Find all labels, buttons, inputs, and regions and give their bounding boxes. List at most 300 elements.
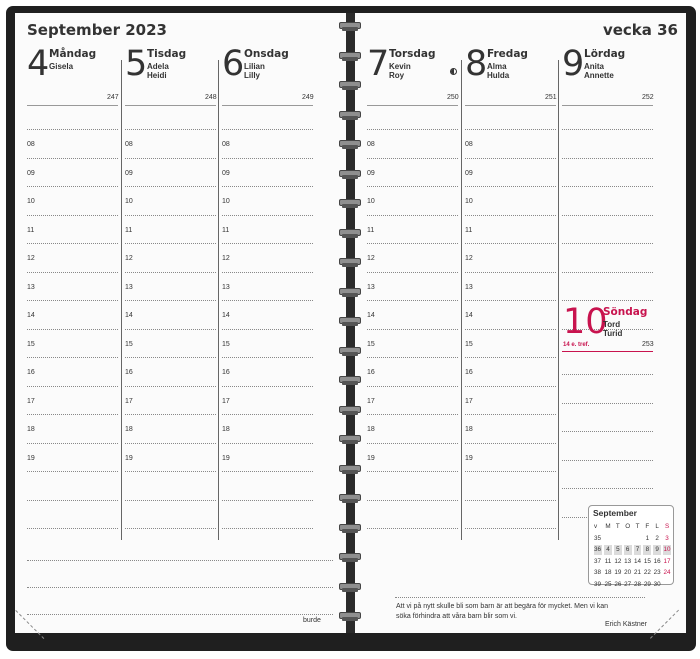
ring-bottom (342, 175, 358, 179)
sunday-line[interactable] (562, 403, 653, 404)
mini-calendar-week-number: 37 (594, 557, 602, 565)
hour-label: 15 (27, 340, 35, 348)
ring-bottom (342, 352, 358, 356)
ring-bottom (342, 116, 358, 120)
hour-label: 10 (222, 198, 230, 205)
spiral-ring (339, 22, 361, 31)
mini-calendar-day: 6 (624, 545, 632, 555)
day-header-rule (222, 105, 313, 106)
hour-label: 08 (367, 141, 375, 148)
hour-line[interactable] (465, 158, 556, 159)
hour-line[interactable] (222, 129, 313, 130)
hour-label: 09 (27, 169, 35, 177)
name-day-names: Gisela (49, 62, 74, 71)
ring-bottom (342, 293, 358, 297)
mini-calendar-day: 9 (653, 545, 661, 555)
hour-line[interactable] (125, 357, 216, 358)
mini-calendar-week-row (594, 534, 671, 544)
day-of-year: 251 (545, 94, 557, 101)
sunday-number: 10 (563, 302, 608, 342)
mini-calendar-week-row (594, 545, 671, 555)
hour-line[interactable] (465, 186, 556, 187)
day-name: Måndag (49, 48, 97, 60)
mini-calendar-day: 20 (624, 569, 632, 577)
hour-label: 15 (125, 340, 133, 348)
mini-calendar-title: September (593, 508, 637, 518)
hour-line[interactable] (222, 272, 313, 273)
day-header-rule (465, 105, 556, 106)
name-day-names: Lilian Lilly (244, 62, 265, 80)
day-of-year: 250 (447, 94, 459, 101)
hour-label: 12 (222, 255, 230, 262)
ring-bottom (342, 617, 358, 621)
hour-line[interactable] (465, 386, 556, 387)
hour-line[interactable] (465, 414, 556, 415)
mini-calendar-day: 23 (653, 569, 661, 577)
hour-line[interactable] (222, 471, 313, 472)
hour-label: 14 (465, 312, 473, 319)
hour-label: 14 (222, 312, 230, 319)
hour-line[interactable] (125, 528, 216, 529)
ring-bottom (342, 588, 358, 592)
hour-line[interactable] (27, 186, 118, 187)
hour-line[interactable] (465, 243, 556, 244)
hour-label: 13 (222, 283, 230, 291)
mini-calendar-day: 22 (643, 569, 651, 577)
hour-line[interactable] (222, 500, 313, 501)
hour-line[interactable] (367, 215, 458, 216)
mini-calendar-day: 25 (604, 580, 612, 588)
hour-label: 19 (222, 454, 230, 462)
ring-bottom (342, 440, 358, 444)
mini-calendar-day: 10 (663, 546, 671, 554)
day-header-måndag (27, 46, 123, 126)
brand-logo: burde (303, 617, 321, 624)
hour-label: 15 (465, 340, 473, 348)
day-name: Lördag (584, 48, 626, 60)
hour-line[interactable] (367, 158, 458, 159)
day-header-fredag (465, 46, 561, 126)
mini-calendar-week-number: v (594, 523, 598, 531)
hour-line[interactable] (562, 158, 653, 159)
hour-label: 08 (125, 141, 133, 148)
hour-line[interactable] (125, 500, 216, 501)
ring-bottom (342, 145, 358, 149)
hour-label: 17 (465, 397, 473, 405)
day-name: Fredag (487, 48, 528, 60)
hour-line[interactable] (367, 500, 458, 501)
hour-label: 13 (125, 283, 133, 291)
hour-label: 17 (367, 397, 375, 405)
month-title: September 2023 (27, 21, 167, 39)
hour-line[interactable] (465, 443, 556, 444)
hour-line[interactable] (562, 215, 653, 216)
day-name: Onsdag (244, 48, 289, 60)
hour-label: 11 (27, 226, 35, 234)
hour-line[interactable] (562, 272, 653, 273)
quote-author: Erich Kästner (605, 621, 648, 628)
hour-line[interactable] (465, 129, 556, 130)
hour-line[interactable] (125, 443, 216, 444)
hour-line[interactable] (27, 129, 118, 130)
day-header-rule (367, 105, 458, 106)
ring-bottom (342, 499, 358, 503)
spiral-ring (339, 140, 361, 149)
hour-label: 13 (27, 283, 35, 291)
hour-label: 12 (465, 255, 473, 262)
mini-calendar-day: 26 (614, 580, 622, 588)
mini-calendar-week-number: 38 (594, 569, 602, 577)
hour-label: 19 (27, 454, 35, 462)
mini-calendar-day: 11 (604, 557, 612, 565)
mini-calendar-day: 13 (624, 557, 632, 565)
day-number: 5 (125, 44, 148, 84)
day-header-torsdag (367, 46, 463, 126)
hour-line[interactable] (222, 300, 313, 301)
hour-line[interactable] (125, 300, 216, 301)
hour-line[interactable] (367, 300, 458, 301)
hour-line[interactable] (27, 471, 118, 472)
hour-line[interactable] (367, 386, 458, 387)
mini-calendar-day: 12 (614, 557, 622, 565)
ring-bottom (342, 263, 358, 267)
mini-calendar-header (594, 522, 671, 532)
mini-calendar (588, 505, 674, 588)
hour-line[interactable] (367, 471, 458, 472)
hour-line[interactable] (367, 243, 458, 244)
mini-calendar-day: 21 (634, 569, 642, 577)
hour-line[interactable] (27, 500, 118, 501)
hour-line[interactable] (367, 329, 458, 330)
mini-calendar-day: M (605, 523, 611, 531)
hour-label: 17 (125, 397, 133, 405)
mini-calendar-day (663, 580, 671, 590)
hour-line[interactable] (27, 158, 118, 159)
hour-line[interactable] (562, 300, 653, 301)
sunday-line[interactable] (562, 374, 653, 375)
spiral-ring (339, 376, 361, 385)
mini-calendar-day: 17 (663, 557, 671, 565)
spiral-ring (339, 258, 361, 267)
left-page (15, 13, 346, 633)
spiral-ring (339, 406, 361, 415)
hour-line[interactable] (222, 386, 313, 387)
hour-line[interactable] (222, 414, 313, 415)
hour-line[interactable] (27, 243, 118, 244)
notes-line[interactable] (27, 614, 333, 615)
hour-line[interactable] (222, 186, 313, 187)
hour-line[interactable] (222, 243, 313, 244)
ring-bottom (342, 529, 358, 533)
hour-label: 19 (465, 454, 473, 462)
mini-calendar-day: 24 (663, 569, 671, 577)
spiral-ring (339, 111, 361, 120)
mini-calendar-week-row (594, 580, 671, 590)
hour-line[interactable] (222, 357, 313, 358)
hour-label: 18 (222, 426, 230, 433)
hour-label: 16 (222, 369, 230, 376)
mini-calendar-day (614, 534, 622, 544)
column-separator (121, 60, 122, 540)
name-day-names: Alma Hulda (487, 62, 510, 80)
hour-line[interactable] (465, 329, 556, 330)
day-header-rule (562, 105, 653, 106)
day-of-year: 249 (302, 94, 314, 101)
mini-calendar-day: 30 (653, 580, 661, 588)
ring-bottom (342, 470, 358, 474)
day-header-rule (27, 105, 118, 106)
hour-line[interactable] (222, 329, 313, 330)
hour-line[interactable] (367, 272, 458, 273)
day-number: 4 (27, 44, 50, 84)
spiral-ring (339, 288, 361, 297)
hour-line[interactable] (27, 272, 118, 273)
hour-label: 08 (465, 141, 473, 148)
column-separator (461, 60, 462, 540)
hour-line[interactable] (465, 471, 556, 472)
mini-calendar-day: 28 (634, 580, 642, 588)
mini-calendar-day (624, 534, 632, 544)
mini-calendar-day: 7 (634, 545, 642, 555)
hour-line[interactable] (367, 414, 458, 415)
ring-bottom (342, 234, 358, 238)
name-day-names: Anita Annette (584, 62, 614, 80)
hour-label: 17 (27, 397, 35, 405)
hour-line[interactable] (465, 528, 556, 529)
hour-line[interactable] (125, 215, 216, 216)
hour-label: 10 (367, 198, 375, 205)
hour-label: 14 (27, 312, 35, 319)
column-separator (558, 60, 559, 540)
ring-bottom (342, 27, 358, 31)
hour-label: 15 (222, 340, 230, 348)
mini-calendar-day: 27 (624, 580, 632, 588)
hour-label: 10 (27, 198, 35, 205)
hour-label: 13 (367, 283, 375, 291)
mini-calendar-grid (592, 520, 673, 591)
ring-bottom (342, 381, 358, 385)
sunday-line[interactable] (562, 431, 653, 432)
day-header-rule (125, 105, 216, 106)
sunday-day-of-year: 253 (642, 341, 654, 348)
notes-line[interactable] (27, 560, 333, 561)
mini-calendar-day: 2 (655, 534, 659, 542)
hour-label: 18 (27, 426, 35, 433)
day-header-tisdag (125, 46, 221, 126)
hour-line[interactable] (125, 186, 216, 187)
hour-line[interactable] (27, 443, 118, 444)
hour-label: 13 (465, 283, 473, 291)
ring-bottom (342, 57, 358, 61)
day-of-year: 247 (107, 94, 119, 101)
spiral-ring (339, 229, 361, 238)
spiral-ring (339, 435, 361, 444)
mini-calendar-day: 4 (604, 545, 612, 555)
mini-calendar-day: 15 (643, 557, 651, 565)
spiral-ring (339, 199, 361, 208)
hour-line[interactable] (125, 414, 216, 415)
day-name: Torsdag (389, 48, 436, 60)
half-moon-icon (450, 68, 457, 75)
spiral-ring (339, 612, 361, 621)
ring-bottom (342, 411, 358, 415)
day-header-onsdag (222, 46, 318, 126)
day-of-year: 252 (642, 94, 654, 101)
hour-line[interactable] (27, 528, 118, 529)
mini-calendar-day: T (615, 523, 620, 531)
mini-calendar-week-number: 35 (594, 534, 602, 542)
mini-calendar-day (634, 534, 642, 544)
mini-calendar-day: 29 (643, 580, 651, 588)
day-number: 9 (562, 44, 585, 84)
hour-line[interactable] (27, 329, 118, 330)
spiral-ring (339, 465, 361, 474)
hour-label: 09 (367, 169, 375, 177)
day-number: 7 (367, 44, 390, 84)
hour-line[interactable] (222, 528, 313, 529)
hour-line[interactable] (125, 243, 216, 244)
hour-line[interactable] (367, 186, 458, 187)
hour-label: 12 (367, 255, 375, 262)
day-name: Tisdag (147, 48, 187, 60)
mini-calendar-day: 8 (643, 545, 651, 555)
sunday-line[interactable] (562, 460, 653, 461)
ring-bottom (342, 86, 358, 90)
hour-line[interactable] (27, 215, 118, 216)
hour-line[interactable] (125, 386, 216, 387)
spiral-ring (339, 52, 361, 61)
hour-line[interactable] (222, 215, 313, 216)
hour-line[interactable] (465, 272, 556, 273)
name-day-names: Kevin Roy (389, 62, 411, 80)
spiral-ring (339, 170, 361, 179)
spiral-ring (339, 347, 361, 356)
spiral-ring (339, 524, 361, 533)
mini-calendar-day: 16 (653, 557, 661, 565)
notes-line[interactable] (27, 587, 333, 588)
hour-line[interactable] (562, 129, 653, 130)
hour-line[interactable] (465, 215, 556, 216)
hour-line[interactable] (465, 500, 556, 501)
hour-line[interactable] (222, 443, 313, 444)
hour-line[interactable] (27, 357, 118, 358)
spiral-ring (339, 553, 361, 562)
hour-label: 16 (125, 369, 133, 376)
hour-label: 16 (465, 369, 473, 376)
hour-label: 10 (465, 198, 473, 205)
day-number: 8 (465, 44, 488, 84)
day-of-year: 248 (205, 94, 217, 101)
mini-calendar-week-row (594, 557, 671, 567)
mini-calendar-day: S (664, 523, 670, 531)
mini-calendar-day: 14 (634, 557, 642, 565)
day-header-lördag (562, 46, 658, 126)
hour-line[interactable] (27, 414, 118, 415)
hour-line[interactable] (27, 386, 118, 387)
hour-label: 11 (125, 226, 133, 234)
hour-label: 18 (465, 426, 473, 433)
mini-calendar-day: 19 (614, 569, 622, 577)
quote-text: Att vi på nytt skulle bli som barn är att begära för mycket. Men vi kan söka förhindra att våra barn blir som vi. (396, 603, 609, 620)
day-number: 6 (222, 44, 245, 84)
hour-label: 16 (367, 369, 375, 376)
hour-label: 15 (367, 340, 375, 348)
mini-calendar-day (604, 534, 612, 544)
mini-calendar-day: 18 (604, 569, 612, 577)
mini-calendar-day: 1 (645, 534, 650, 542)
mini-calendar-week-number: 39 (594, 580, 602, 588)
hour-label: 11 (367, 226, 375, 234)
spiral-ring (339, 317, 361, 326)
quote-rule (395, 597, 645, 598)
hour-label: 11 (222, 226, 230, 234)
sunday-name-day-names: Tord Turid (603, 320, 623, 338)
mini-calendar-day: F (645, 523, 650, 531)
sunday-name: Söndag (603, 306, 648, 318)
column-separator (218, 60, 219, 540)
hour-label: 14 (125, 312, 133, 319)
hour-line[interactable] (367, 443, 458, 444)
ring-bottom (342, 204, 358, 208)
hour-line[interactable] (125, 129, 216, 130)
hour-line[interactable] (562, 243, 653, 244)
hour-label: 18 (367, 426, 375, 433)
mini-calendar-day: T (635, 523, 640, 531)
hour-label: 12 (125, 255, 133, 262)
hour-label: 09 (222, 169, 230, 177)
hour-line[interactable] (125, 272, 216, 273)
hour-label: 19 (125, 454, 133, 462)
spiral-ring (339, 583, 361, 592)
hour-label: 12 (27, 255, 35, 262)
hour-line[interactable] (125, 471, 216, 472)
hour-line[interactable] (367, 357, 458, 358)
sunday-note: 14 e. tref. (563, 342, 590, 348)
spiral-ring (339, 494, 361, 503)
mini-calendar-day: O (625, 523, 631, 531)
week-title: vecka 36 (602, 21, 678, 39)
ring-bottom (342, 322, 358, 326)
hour-label: 10 (125, 198, 133, 205)
hour-label: 09 (125, 169, 133, 177)
hour-label: 17 (222, 397, 230, 405)
hour-line[interactable] (27, 300, 118, 301)
hour-label: 16 (27, 369, 35, 376)
hour-label: 08 (222, 141, 230, 148)
hour-line[interactable] (222, 158, 313, 159)
mini-calendar-day: 3 (665, 534, 669, 542)
hour-line[interactable] (562, 186, 653, 187)
hour-label: 14 (367, 312, 375, 319)
hour-line[interactable] (367, 528, 458, 529)
hour-line[interactable] (367, 129, 458, 130)
hour-line[interactable] (465, 357, 556, 358)
sunday-rule (562, 351, 653, 352)
mini-calendar-week-number: 36 (594, 546, 602, 554)
hour-label: 08 (27, 141, 35, 148)
hour-line[interactable] (465, 300, 556, 301)
hour-label: 18 (125, 426, 133, 433)
name-day-names: Adela Heidi (147, 62, 169, 80)
hour-line[interactable] (125, 329, 216, 330)
hour-label: 09 (465, 169, 473, 177)
spiral-ring (339, 81, 361, 90)
mini-calendar-day: L (655, 523, 659, 531)
hour-label: 11 (465, 226, 473, 234)
sunday-line[interactable] (562, 488, 653, 489)
hour-line[interactable] (125, 158, 216, 159)
hour-label: 19 (367, 454, 375, 462)
